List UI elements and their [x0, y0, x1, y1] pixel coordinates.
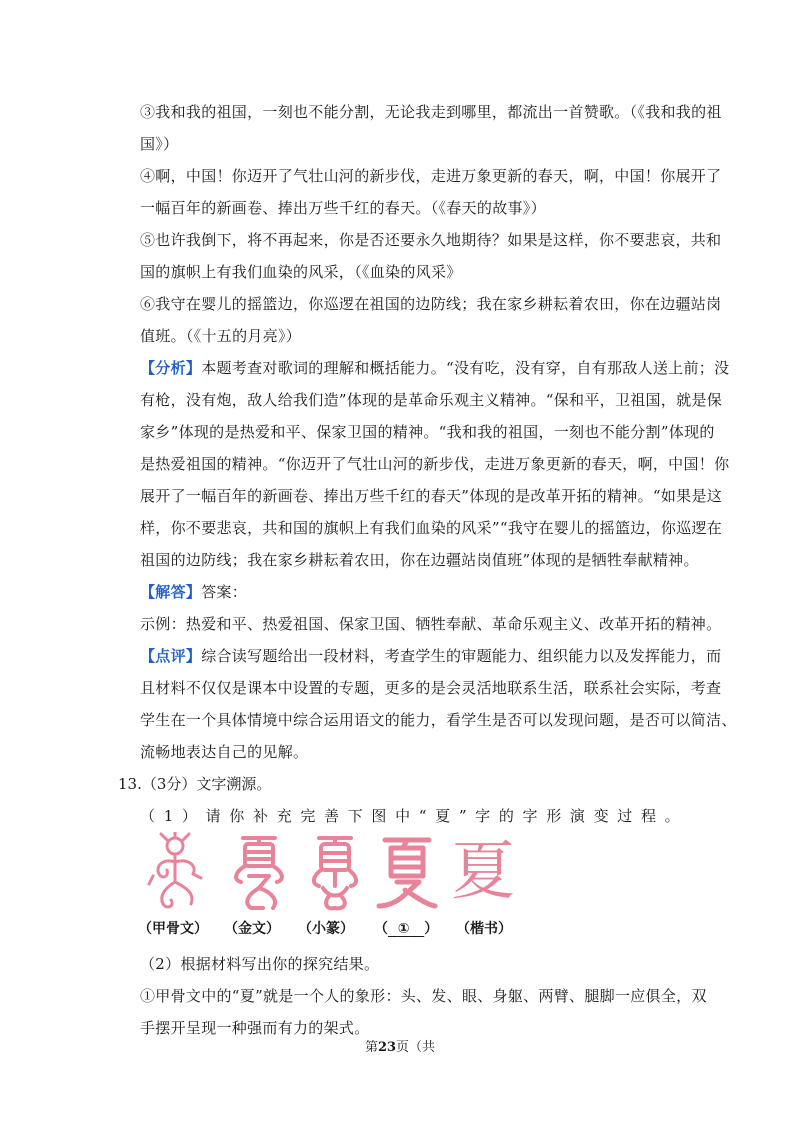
- sub1-char: 夏: [435, 807, 451, 825]
- text-line: ④啊，中国！你迈开了气壮山河的新步伐，走进万象更新的春天，啊，中国！你展开了: [140, 167, 722, 185]
- answer-label: 答案：: [201, 583, 248, 601]
- text-line: 有枪，没有炮，敌人给我们造”体现的是革命乐观主义精神。“保和平，卫祖国，就是保: [140, 391, 723, 409]
- blank-field[interactable]: ①: [397, 921, 410, 937]
- text-line: 展开了一幅百年的新画卷、捧出万些千红的春天”体现的是改革开拓的精神。“如果是这: [140, 487, 723, 505]
- answer-line: [140, 576, 680, 608]
- text-line: 祖国的边防线；我在家乡耕耘着农田，你在边疆站岗值班”体现的是牺牲奉献精神。: [140, 551, 699, 569]
- sub1-char: 充: [276, 807, 292, 825]
- footer-prefix: 第: [364, 1040, 378, 1055]
- footer-suffix: 页（共: [396, 1040, 436, 1055]
- sub-question-2: [140, 948, 707, 1044]
- sub1-char: （: [140, 807, 156, 825]
- xia-character-evolution: [135, 832, 515, 912]
- comment-tag: 【点评】: [140, 647, 202, 665]
- text-line: 且材料不仅仅是课本中设置的专题，更多的是会灵活地联系生活，联系社会实际，考查: [140, 679, 722, 697]
- text-line: 一幅百年的新画卷、捧出万些千红的春天。（《春天的故事》）: [140, 199, 546, 217]
- answer-example: 示例：热爱和平、热爱祖国、保家卫国、牺牲奉献、革命乐观主义、改革开拓的精神。: [140, 615, 722, 633]
- page-number: 23: [377, 1040, 397, 1055]
- analysis-tag: 【分析】: [140, 359, 202, 377]
- lyrics-list: [140, 96, 722, 352]
- text-line: ⑥我守在婴儿的摇篮边，你巡逻在祖国的边防线；我在家乡耕耘着农田，你在边疆站岗: [140, 295, 722, 313]
- sub1-char: 。: [664, 807, 680, 825]
- label-bronze: （金文）: [224, 921, 280, 937]
- text-line: 手摆开呈现一种强而有力的架式。: [140, 1019, 370, 1037]
- sub1-char: 字: [475, 807, 491, 825]
- text-line: ③我和我的祖国，一刻也不能分割，无论我走到哪里，都流出一首赞歌。（《我和我的祖: [140, 103, 722, 121]
- question-heading: 13.（3分）文字溯源。: [118, 775, 272, 793]
- sub1-char: ”: [458, 807, 467, 825]
- analysis-text: 本题考查对歌词的理解和概括能力。“没有吃，没有穿，自有那敌人送上前；没: [201, 359, 730, 377]
- bronze-glyph: [223, 832, 295, 912]
- sub1-char: 演: [569, 807, 585, 825]
- small-seal-glyph: [299, 832, 371, 912]
- text-line: 值班。（《十五的月亮》）: [140, 327, 302, 345]
- label-small-seal: （小篆）: [298, 921, 354, 937]
- analysis-section: [140, 352, 730, 576]
- text-line: 国》）: [140, 135, 179, 153]
- page-footer: [0, 1036, 800, 1055]
- text-line: 家乡”体现的是热爱和平、保家卫国的精神。“我和我的祖国，一刻也不能分割”体现的: [140, 423, 715, 441]
- sub1-char: 补: [252, 807, 268, 825]
- sub1-char: 善: [324, 807, 340, 825]
- text-line: ⑤也许我倒下，将不再起来，你是否还要永久地期待？如果是这样，你不要悲哀，共和: [140, 231, 722, 249]
- text-line: 是热爱祖国的精神。“你迈开了气壮山河的新步伐，走进万象更新的春天，啊，中国！你: [140, 455, 730, 473]
- sub1-char: 完: [300, 807, 316, 825]
- sub1-char: 过: [617, 807, 633, 825]
- sub1-char: 程: [640, 807, 656, 825]
- clerical-glyph: [371, 832, 443, 912]
- sub1-char: 图: [371, 807, 387, 825]
- label-blank-1: （ ① ）: [374, 921, 439, 937]
- sub1-char: 请: [205, 807, 221, 825]
- sub1-char: 下: [347, 807, 363, 825]
- comment-text: 综合读写题给出一段材料，考查学生的审题能力、组织能力以及发挥能力，而: [201, 647, 722, 665]
- regular-script-glyph: 夏: [451, 835, 515, 909]
- comment-first-line: [140, 640, 722, 672]
- text-line: 样，你不要悲哀，共和国的旗帜上有我们血染的风采”“我守在婴儿的摇篮边，你巡逻在: [140, 519, 723, 537]
- answer-tag: 【解答】: [140, 583, 202, 601]
- label-regular-script: （楷书）: [456, 921, 512, 937]
- sub-question-1: [140, 800, 680, 832]
- text-line: 学生在一个具体情境中综合运用语文的能力，看学生是否可以发现问题，是否可以简洁、: [140, 711, 737, 729]
- oracle-bone-glyph: [145, 832, 217, 912]
- sub1-char: 变: [593, 807, 609, 825]
- sub1-char: 形: [546, 807, 562, 825]
- sub1-char: 字: [522, 807, 538, 825]
- label-oracle-bone: （甲骨文）: [138, 921, 208, 937]
- sub1-char: 你: [229, 807, 245, 825]
- text-line: 流畅地表达自己的见解。: [140, 743, 309, 761]
- comment-section: [140, 640, 737, 768]
- sub1-char: 的: [498, 807, 514, 825]
- sub1-char: 1: [163, 807, 174, 825]
- sub1-char: “: [418, 807, 427, 825]
- sub1-char: ）: [181, 807, 197, 825]
- sub2-heading: （2）根据材料写出你的探究结果。: [140, 955, 380, 973]
- analysis-first-line: [140, 352, 730, 384]
- text-line: 国的旗帜上有我们血染的风采，（《血染的风采》: [140, 263, 462, 281]
- answer-section: [140, 576, 722, 640]
- script-labels: [138, 918, 518, 942]
- sub1-char: 中: [395, 807, 411, 825]
- text-line: ①甲骨文中的“夏”就是一个人的象形：头、发、眼、身躯、两臂、腿脚一应俱全，双: [140, 987, 707, 1005]
